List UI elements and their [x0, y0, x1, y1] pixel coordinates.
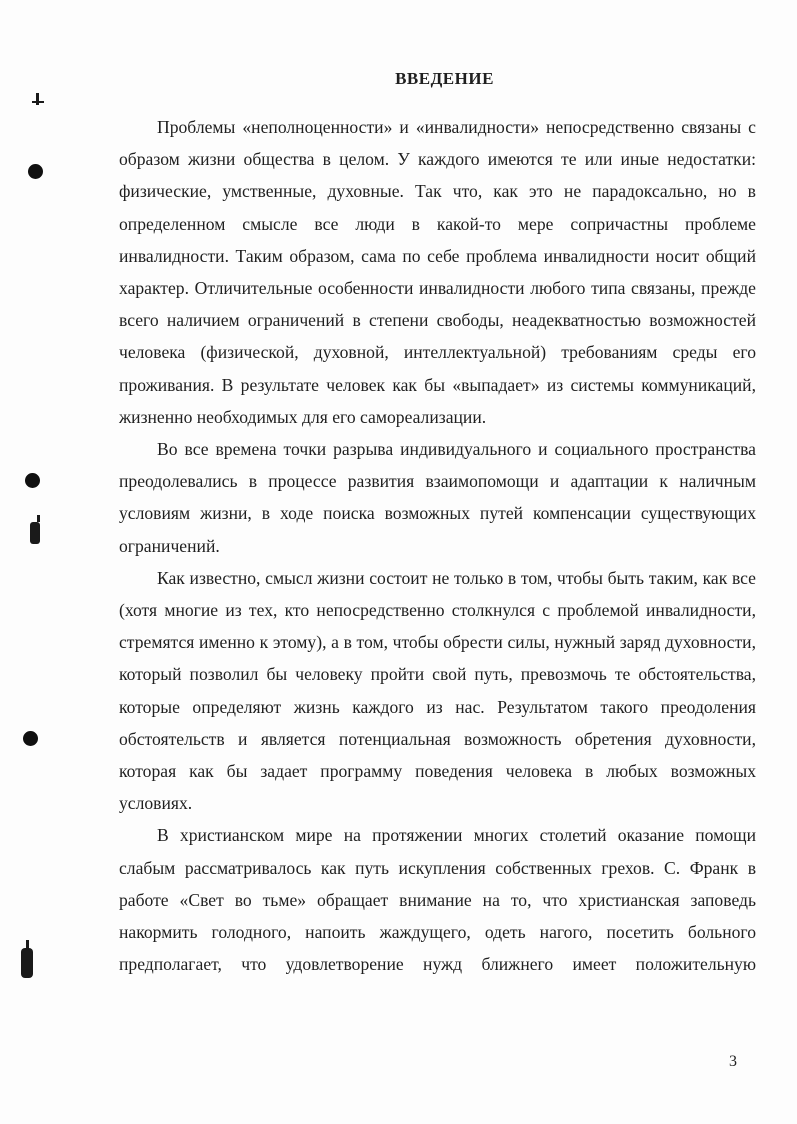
- scan-speck: [32, 101, 44, 103]
- body-text: [119, 111, 756, 980]
- scan-speck: [30, 522, 40, 544]
- scan-speck: [26, 940, 29, 948]
- scan-speck: [21, 948, 33, 978]
- binder-hole: [25, 473, 40, 488]
- binder-hole: [28, 164, 43, 179]
- binder-hole: [23, 731, 38, 746]
- paragraph: Как известно, смысл жизни состоит не только в том, чтобы быть таким, как все (хотя многие из тех, кто непосредственно столкнулся с проблемой инвалидности, стремятся именно к этому), а в том, чтобы обрести силы, нужный заряд духовности, который позволил бы человеку пройти свой путь, превозмочь те обстоятельства, которые определяют жизнь каждого из нас. Результатом такого преодоления обстоятельств и является потенциальная возможность обретения духовности, которая как бы задает программу поведения человека в любых возможных условиях.: [119, 567, 756, 814]
- scan-speck: [37, 515, 40, 522]
- page-title: ВВЕДЕНИЕ: [395, 69, 494, 88]
- paragraph: Во все времена точки разрыва индивидуального и социального пространства преодолевались в процессе развития взаимопомощи и адаптации к наличным условиям жизни, в ходе поиска возможных путей компенсации существующих ограничений.: [119, 439, 756, 556]
- paragraph: Проблемы «неполноценности» и «инвалидности» непосредственно связаны с образом жизни общества в целом. У каждого имеются те или иные недостатки: физические, умственные, духовные. Так что, как это не парадоксально, но в определенном смысле все люди в какой-то мере сопричастны проблеме инвалидности. Таким образом, сама по себе проблема инвалидности носит общий характер. Отличительные особенности инвалидности любого типа связаны, прежде всего наличием ограничений в степени свободы, неадекватностью возможностей человека (физической, духовной, интеллектуальной) требованиям среды его проживания. В результате человек как бы «выпадает» из системы коммуникаций, жизненно необходимых для его самореализации.: [119, 117, 756, 427]
- page-number: 3: [729, 1053, 737, 1070]
- paragraph: В христианском мире на протяжении многих столетий оказание помощи слабым рассматривалось как путь искупления собственных грехов. С. Франк в работе «Свет во тьме» обращает внимание на то, что христианская заповедь накормить голодного, напоить жаждущего, одеть нагого, посетить больного предполагает, что удовлетворение нужд ближнего имеет положительную: [119, 825, 756, 975]
- scan-speck: [36, 93, 39, 105]
